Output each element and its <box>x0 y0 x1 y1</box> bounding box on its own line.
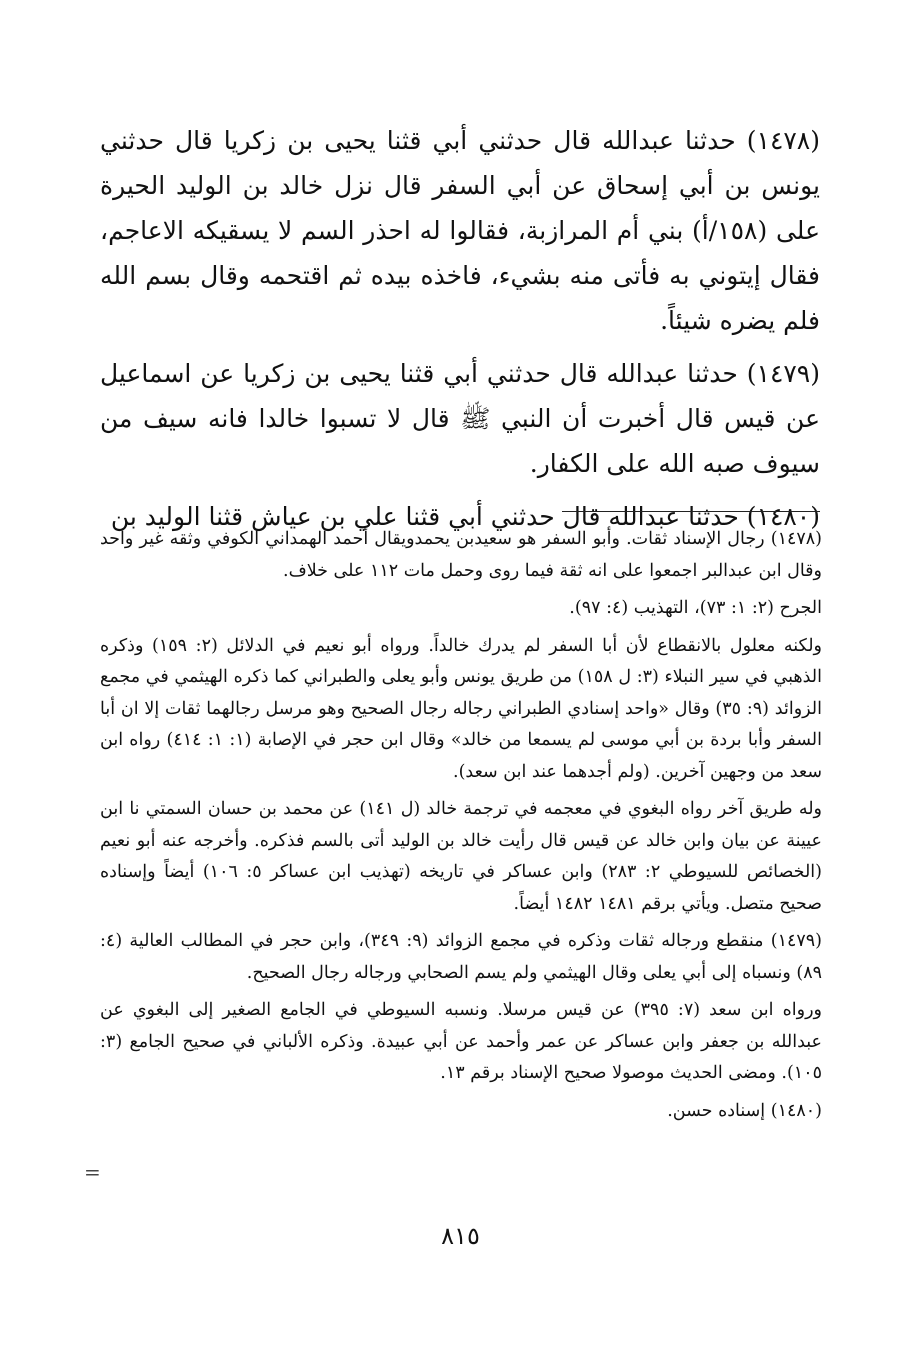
footnote-1478: (١٤٧٨) رجال الإسناد ثقات. وأبو السفر هو سعيدبن يحمدويقال أحمد الهمداني الكوفي وثقه غير واحد وقال ابن عبدالبر اجمعوا على انه ثقة فيما روى وحمل مات ١١٢ على خلاف. <box>100 529 822 581</box>
footnotes <box>100 524 822 1133</box>
footnote-1478-references: الجرح (٢: ١: ٧٣)، التهذيب (٤: ٩٧). <box>569 598 822 618</box>
page-number: ٨١٥ <box>441 1222 480 1250</box>
main-text <box>100 118 820 547</box>
footnote-1480: (١٤٨٠) إسناده حسن. <box>667 1100 822 1121</box>
footnote-1478-other-route: وله طريق آخر رواه البغوي في معجمه في ترجمة خالد (ل ١٤١) عن محمد بن حسان السمتي نا ابن عيينة عن بيان وابن خالد عن قيس قال رأيت خالد بن الوليد أتى بالسم فذكره. وأخرجه عنه أبو نعيم (الخصائص للسيوطي ٢: ٢٨٣) وابن عساكر في تاريخه (تهذيب ابن عساكر ٥: ١٠٦) أيضاً وإسناده صحيح متصل. ويأتي برقم ١٤٨١ ١٤٨٢ أيضاً. <box>100 799 822 914</box>
footnote-separator <box>562 511 820 512</box>
footnote-1478-continued: ولكنه معلول بالانقطاع لأن أبا السفر لم يدرك خالداً. ورواه أبو نعيم في الدلائل (٢: ١٥٩) وذكره الذهبي في سير النبلاء (٣: ل ١٥٨) من طريق يونس وأبو يعلى والطبراني كما ذكره الهيثمي في مجمع الزوائد (٩: ٣٥) وقال «واحد إسنادي الطبراني رجاله رجال الصحيح وهو مرسل رجالهما ثقات إلا ان أبا السفر وأبا بردة بن أبي موسى لم يسمعا من خالد» وقال ابن حجر في الإصابة (١: ١: ٤١٤) رواه ابن سعد من وجهين آخرين. (ولم أجدهما عند ابن سعد). <box>100 635 823 782</box>
footnote-1479-continued: ورواه ابن سعد (٧: ٣٩٥) عن قيس مرسلا. ونسبه السيوطي في الجامع الصغير إلى البغوي عن عبدالله بن جعفر وابن عساكر عن عمر وأحمد عن أبي عبيدة. وذكره الألباني في صحيح الجامع (٣: ١٠٥). ومضى الحديث موصولا صحيح الإسناد برقم ١٣. <box>100 1000 822 1083</box>
footnote-1479: (١٤٧٩) منقطع ورجاله ثقات وذكره في مجمع الزوائد (٩: ٣٤٩)، وابن حجر في المطالب العالية (٤: ٨٩) ونسباه إلى أبي يعلى وقال الهيثمي ولم يسم الصحابي ورجاله رجال الصحيح. <box>100 931 822 983</box>
hadith-1480: (١٤٨٠) حدثنا عبدالله قال حدثني أبي قثنا علي بن عياش قثنا الوليد بن <box>110 502 820 531</box>
hadith-1478: (١٤٧٨) حدثنا عبدالله قال حدثني أبي قثنا يحيى بن زكريا قال حدثني يونس بن أبي إسحاق عن أبي السفر قال نزل خالد بن الوليد الحيرة على (١٥٨/أ) بني أم المرازبة، فقالوا له احذر السم لا يسقيكه الاعاجم، فقال إيتوني به فأتى منه بشيء، فاخذه بيده ثم اقتحمه وقال بسم الله فلم يضره شيئاً. <box>100 126 820 335</box>
margin-mark: = <box>84 1160 101 1184</box>
hadith-1479: (١٤٧٩) حدثنا عبدالله قال حدثني أبي قثنا يحيى بن زكريا عن اسماعيل عن قيس قال أخبرت أن النبي ﷺ قال لا تسبوا خالدا فانه سيف من سيوف صبه الله على الكفار. <box>100 359 820 478</box>
